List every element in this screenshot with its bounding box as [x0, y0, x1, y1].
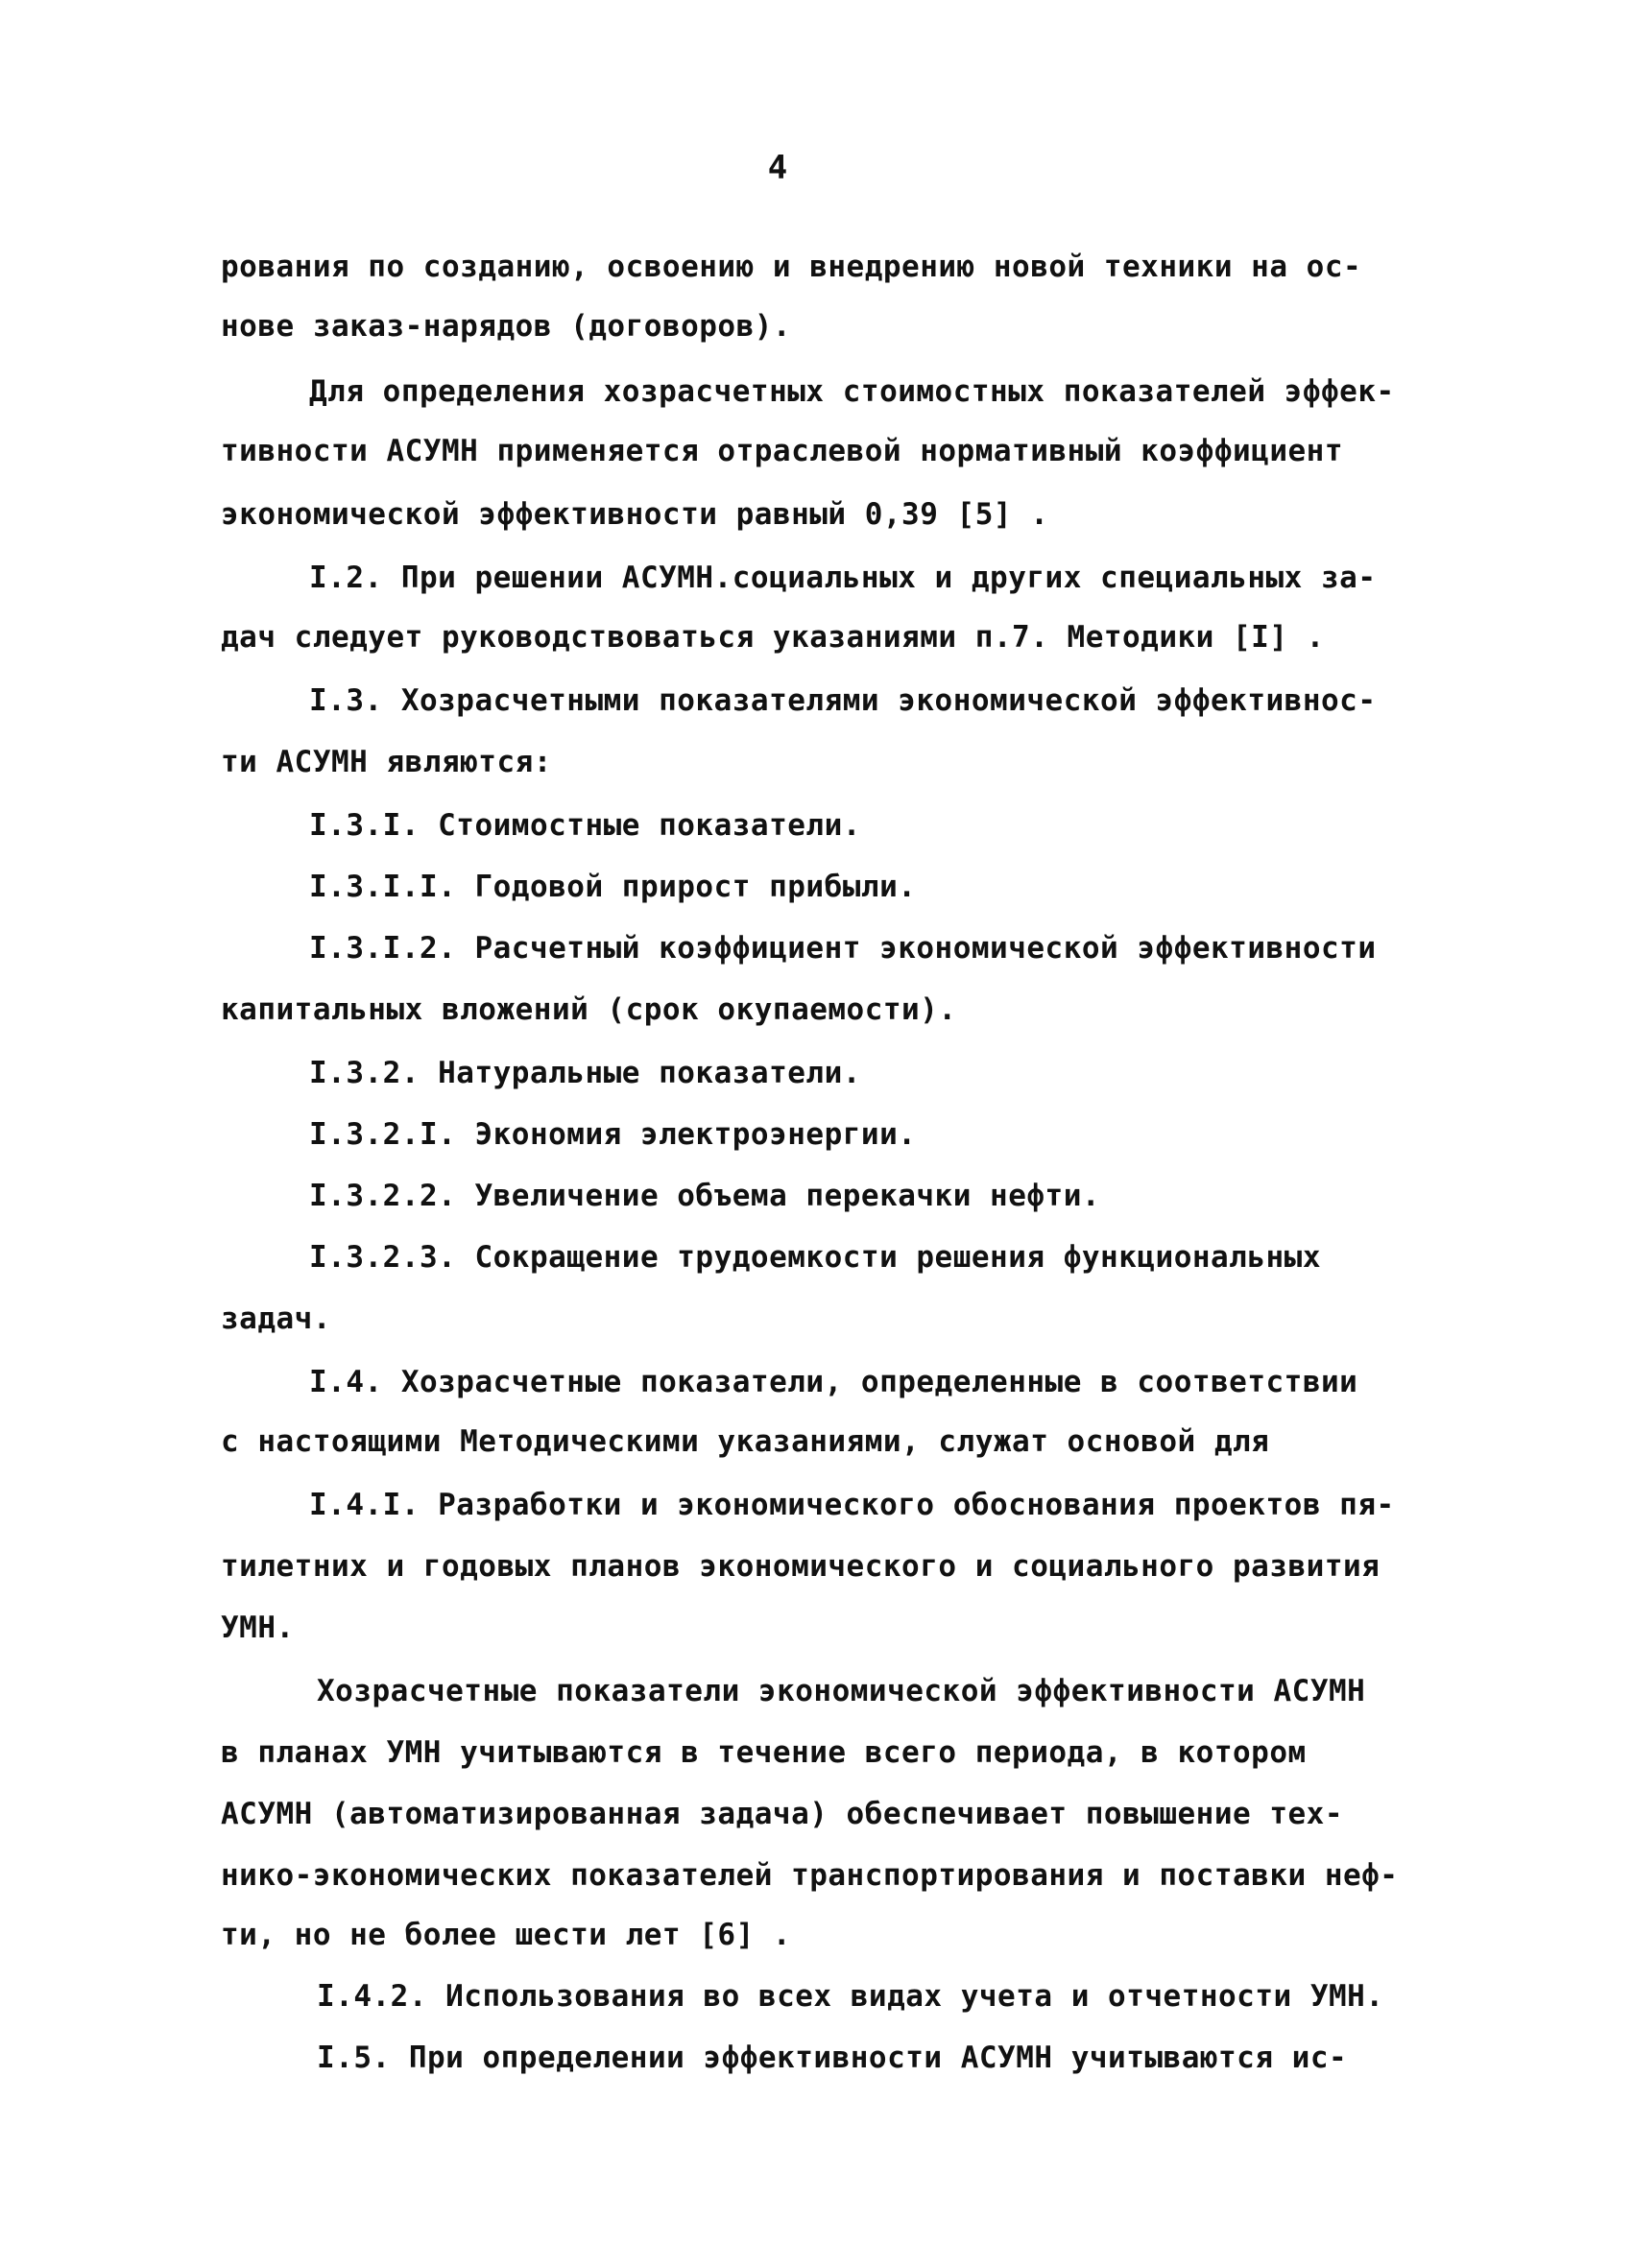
text-line: АСУМН (автоматизированная задача) обеспечивает повышение тех-: [221, 1797, 1343, 1831]
text-line: I.5. При определении эффективности АСУМН учитываются ис-: [317, 2041, 1348, 2075]
text-line: I.2. При решении АСУМН.социальных и других специальных за-: [309, 561, 1377, 595]
text-line: Хозрасчетные показатели экономической эффективности АСУМН: [317, 1674, 1366, 1708]
text-line: I.4.I. Разработки и экономического обоснования проектов пя-: [309, 1488, 1395, 1522]
text-line: с настоящими Методическими указаниями, служат основой для: [221, 1424, 1270, 1459]
text-line: в планах УМН учитываются в течение всего периода, в котором: [221, 1735, 1307, 1770]
text-line: I.3.2.I. Экономия электроэнергии.: [309, 1117, 917, 1152]
text-line: рования по созданию, освоению и внедрению новой техники на ос-: [221, 250, 1362, 284]
text-line: капитальных вложений (срок окупаемости).: [221, 992, 957, 1027]
text-line: I.4. Хозрасчетные показатели, определенные в соответствии: [309, 1365, 1358, 1399]
text-line: I.3.I. Стоимостные показатели.: [309, 808, 861, 843]
text-line: нико-экономических показателей транспортирования и поставки неф-: [221, 1858, 1399, 1893]
text-line: I.3.2.2. Увеличение объема перекачки нефти.: [309, 1179, 1101, 1213]
text-line: ти АСУМН являются:: [221, 745, 552, 779]
text-line: I.3. Хозрасчетными показателями экономической эффективнос-: [309, 683, 1377, 718]
text-line: I.3.I.I. Годовой прирост прибыли.: [309, 870, 917, 904]
text-line: I.3.2. Натуральные показатели.: [309, 1056, 861, 1090]
text-line: задач.: [221, 1301, 331, 1336]
text-line: Для определения хозрасчетных стоимостных показателей эффек-: [309, 374, 1395, 409]
text-line: ти, но не более шести лет [6] .: [221, 1918, 792, 1952]
text-line: УМН.: [221, 1611, 295, 1645]
text-line: экономической эффективности равный 0,39 [5] .: [221, 497, 1049, 532]
text-line: нове заказ-нарядов (договоров).: [221, 309, 792, 344]
text-line: I.3.2.3. Сокращение трудоемкости решения функциональных: [309, 1240, 1321, 1275]
text-line: дач следует руководствоваться указаниями п.7. Методики [I] .: [221, 620, 1325, 655]
text-line: I.4.2. Использования во всех видах учета и отчетности УМН.: [317, 1979, 1384, 2014]
text-line: тивности АСУМН применяется отраслевой нормативный коэффициент: [221, 434, 1343, 468]
page-number: 4: [767, 149, 788, 187]
text-line: тилетних и годовых планов экономического и социального развития: [221, 1549, 1381, 1584]
text-line: I.3.I.2. Расчетный коэффициент экономической эффективности: [309, 931, 1377, 966]
